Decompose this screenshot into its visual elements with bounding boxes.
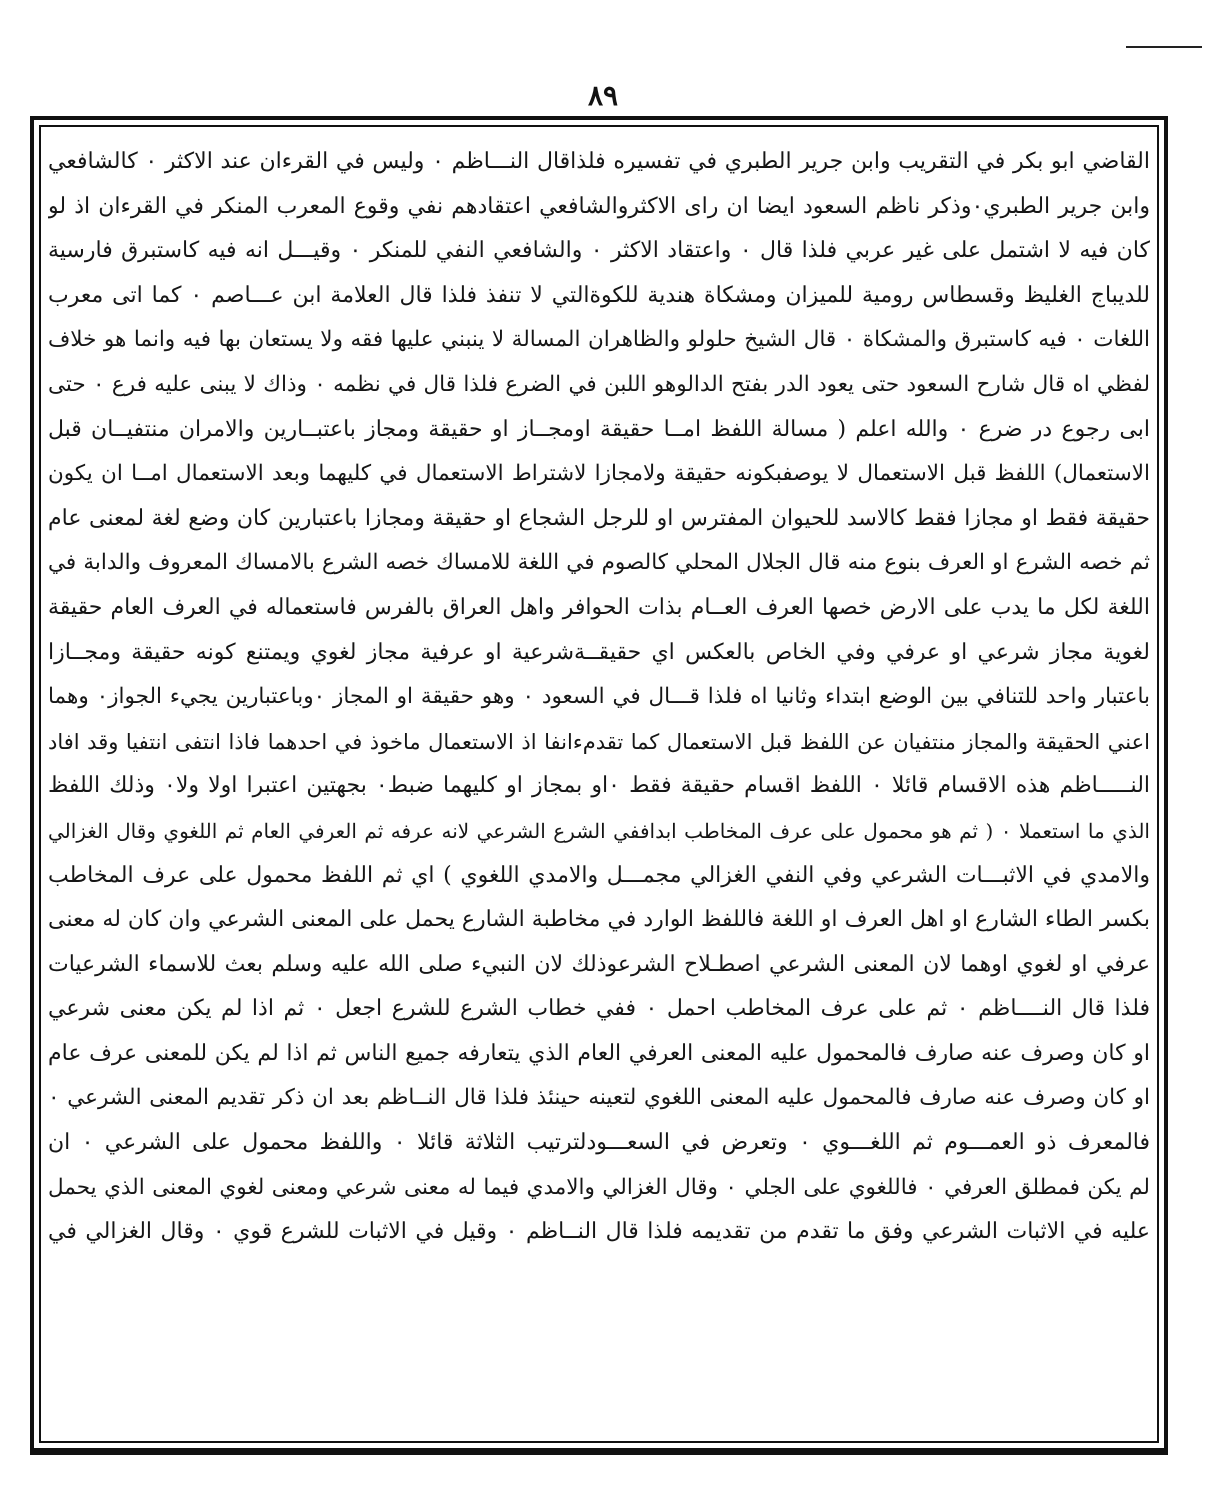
text-line: ابى رجوع در ضرع ٠ والله اعلم ( مسالة اللفظ امــا حقيقة اومجــاز او حقيقة ومجاز باعتبــارين والامران منتفيــان قبل	[48, 416, 1150, 442]
text-line: لغوية مجاز شرعي او عرفي وفي الخاص بالعكس اي حقيقــةشرعية او عرفية مجاز لغوي ويمتنع كونه حقيقة ومجــازا	[48, 639, 1150, 665]
text-line: اعني الحقيقة والمجاز منتفيان عن اللفظ قبل الاستعمال كما تقدمءانفا اذ الاستعمال ماخوذ في احدهما فاذا انتفى انتفيا وقد افاد	[48, 729, 1150, 754]
corner-rule	[1126, 46, 1202, 48]
text-line: او كان وصرف عنه صارف فالمحمول عليه المعنى اللغوي لتعينه حينئذ فلذا قال النــاظم بعد ان ذكر تقديم المعنى الشرعي ٠	[48, 1085, 1150, 1111]
text-line: للديباج الغليظ وقسطاس رومية للميزان ومشكاة هندية للكوةالتي لا تنفذ فلذا قال العلامة ابن عـــاصم ٠ كما اتى معرب	[48, 282, 1150, 308]
text-line: اللغة لكل ما يدب على الارض خصها العرف العــام بذات الحوافر واهل العراق بالفرس فاستعماله في العرف العام حقيقة	[48, 594, 1150, 620]
page-number: ٨٩	[587, 79, 619, 112]
text-line: القاضي ابو بكر في التقريب وابن جرير الطبري في تفسيره فلذاقال النـــاظم ٠ وليس في القرءان عند الاكثر ٠ كالشافعي	[48, 149, 1150, 174]
text-line: عليه في الاثبات الشرعي وفق ما تقدم من تقديمه فلذا قال النــاظم ٠ وقيل في الاثبات للشرع قوي ٠ وقال الغزالي في	[48, 1219, 1150, 1245]
text-line: فلذا قال النــــاظم ٠ ثم على عرف المخاطب احمل ٠ ففي خطاب الشرع للشرع اجعل ٠ ثم اذا لم يكن معنى شرعي	[48, 996, 1150, 1022]
text-line: الاستعمال) اللفظ قبل الاستعمال لا يوصفبكونه حقيقة ولامجازا لاشتراط الاستعمال في كليهما وبعد الاستعمال امــا ان يكون	[48, 461, 1150, 487]
text-line: عرفي او لغوي اوهما لان المعنى الشرعي اصطـلاح الشرعوذلك لان النبيء صلى الله عليه وسلم بعث للاسماء الشرعيات	[48, 951, 1150, 977]
text-line: وابن جرير الطبري٠وذكر ناظم السعود ايضا ان راى الاكثروالشافعي اعتقادهم نفي وقوع المعرب المنكر في القرءان اذ لو	[48, 193, 1150, 219]
text-line: بكسر الطاء الشارع او اهل العرف او اللغة فاللفظ الوارد في مخاطبة الشارع يحمل على المعنى الشرعي وان كان له معنى	[48, 907, 1150, 933]
text-line: باعتبار واحد للتنافي بين الوضع ابتداء وثانيا اه فلذا قـــال في السعود ٠ وهو حقيقة او المجاز ٠وباعتبارين يجيء الجواز٠ وهما	[48, 684, 1150, 710]
text-line: النـــــاظم هذه الاقسام قائلا ٠ اللفظ اقسام حقيقة فقط ٠او بمجاز او كليهما ضبط٠ بجهتين اعتبرا اولا ولا٠ وذلك اللفظ	[48, 773, 1150, 799]
text-line: ثم خصه الشرع او العرف بنوع منه قال الجلال المحلي كالصوم في اللغة للامساك خصه الشرع بالامساك المعروف والدابة في	[48, 550, 1150, 576]
text-line: كان فيه لا اشتمل على غير عربي فلذا قال ٠ واعتقاد الاكثر ٠ والشافعي النفي للمنكر ٠ وقيـــل انه فيه كاستبرق فارسية	[48, 238, 1150, 264]
text-line: حقيقة فقط او مجازا فقط كالاسد للحيوان المفترس او للرجل الشجاع او حقيقة ومجازا باعتبارين كان وضع لغة لمعنى عام	[48, 505, 1150, 531]
text-line: او كان وصرف عنه صارف فالمحمول عليه المعنى العرفي العام الذي يتعارفه جميع الناس ثم اذا لم يكن للمعنى عرف عام	[48, 1040, 1150, 1066]
frame-bottom-rule	[30, 1452, 1168, 1455]
text-line: الذي ما استعملا ٠ ( ثم هو محمول على عرف المخاطب ابداففي الشرع الشرعي لانه عرفه ثم العرفي العام ثم اللغوي وقال الغزالي	[48, 818, 1150, 843]
text-line: اللغات ٠ فيه كاستبرق والمشكاة ٠ قال الشيخ حلولو والظاهران المسالة لا ينبني عليها فقه ولا يستعان بها فيه وانما هو خلاف	[48, 327, 1150, 353]
text-line: لفظي اه قال شارح السعود حتى يعود الدر بفتح الدالوهو اللبن في الضرع فلذا قال في نظمه ٠ وذاك لا يبنى عليه فرع ٠ حتى	[48, 371, 1150, 397]
body-text	[48, 140, 1150, 1255]
text-line: لم يكن فمطلق العرفي ٠ فاللغوي على الجلي ٠ وقال الغزالي والامدي فيما له معنى شرعي ومعنى لغوي المعنى الذي يحمل	[48, 1174, 1150, 1200]
text-line: والامدي في الاثبـــات الشرعي وفي النفي الغزالي مجمـــل والامدي اللغوي ) اي ثم اللفظ محمول على عرف المخاطب	[48, 862, 1150, 888]
text-line: فالمعرف ذو العمـــوم ثم اللغـــوي ٠ وتعرض في السعـــودلترتيب الثلاثة قائلا ٠ واللفظ محمول على الشرعي ٠ ان	[48, 1130, 1150, 1156]
